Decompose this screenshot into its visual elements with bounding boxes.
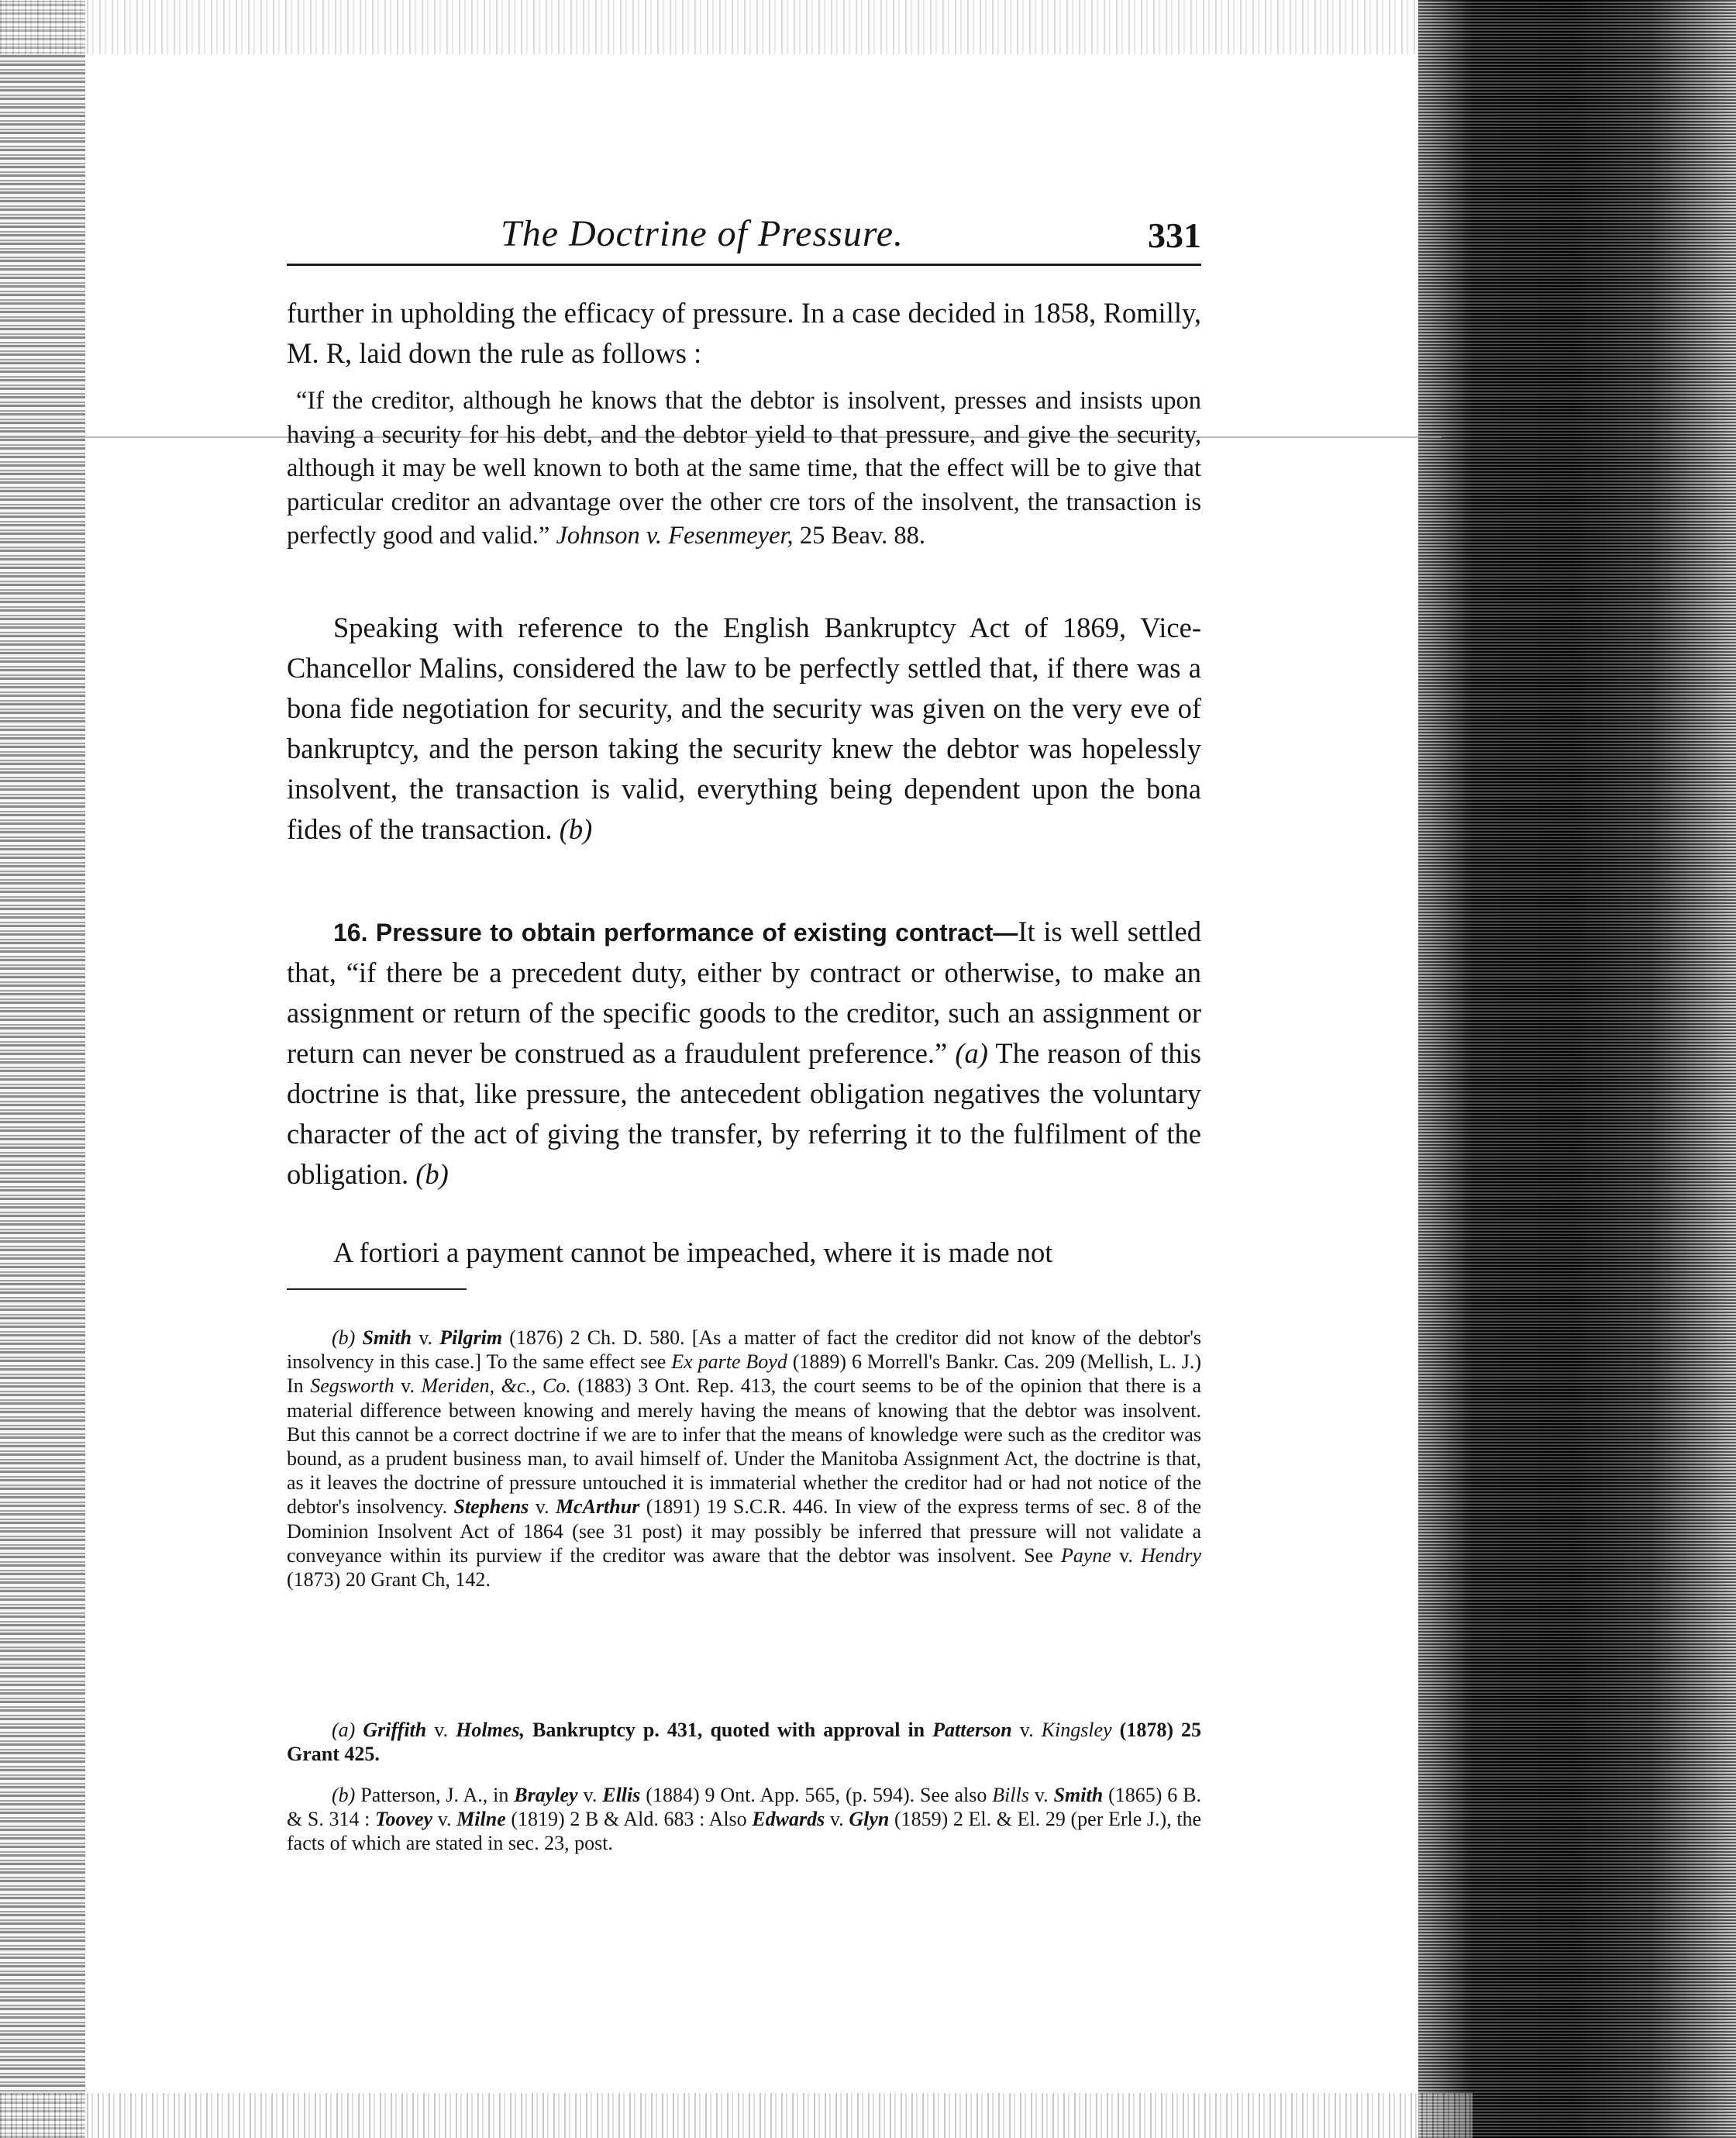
fn3-text-3: (1865) 6 B. & S. 314 :	[287, 1784, 1202, 1831]
fn3-text-4: (1819) 2 B & Ald. 683 : Also	[511, 1808, 747, 1831]
fn1-text-2: (1889) 6 Morrell's Bankr. Cas. 209 (Mellish, L. J.) In	[287, 1350, 1201, 1398]
footnote-2	[287, 1718, 1201, 1766]
fn3-case-milne: Milne	[456, 1808, 506, 1831]
fn3-v3: v.	[437, 1808, 452, 1831]
fn3-text-1: Patterson, J. A., in	[360, 1784, 509, 1806]
running-title: The Doctrine of Pressure.	[501, 213, 904, 254]
fn2-v2: v.	[1019, 1719, 1034, 1741]
scan-right-edge	[1418, 0, 1736, 2138]
paragraph-a-fortiori: A fortiori a payment cannot be impeached, where it is made not	[333, 1236, 1053, 1268]
fn3-text-2: (1884) 9 Ont. App. 565, (p. 594). See also	[646, 1784, 987, 1806]
quote-citation-case: Johnson v. Fesenmeyer,	[556, 522, 794, 550]
footnote-3	[287, 1783, 1201, 1856]
fn1-case-segsworth: Segsworth	[310, 1374, 394, 1398]
fn3-case-brayley: Brayley	[514, 1784, 578, 1806]
footnote-ref-b: (b)	[559, 813, 593, 845]
fn2-text-1: Bankruptcy p. 431, quoted with approval in	[532, 1719, 925, 1741]
fn3-case-edwards: Edwards	[752, 1808, 825, 1831]
fn1-case-boyd: Ex parte Boyd	[671, 1350, 787, 1374]
fn2-case-kingsley: Kingsley	[1041, 1719, 1112, 1741]
fn1-v2: v.	[401, 1374, 415, 1398]
fn1-text-4: (1891) 19 S.C.R. 446. In view of the express terms of sec. 8 of the Dominion Insolvent Act of 1864 (see 31 post) it may possibly be inferred that pressure will not validate a conveyance within its purview if the creditor was aware that the debtor was insolvent. See	[287, 1495, 1201, 1567]
fn2-case-patterson: Patterson	[932, 1719, 1012, 1741]
scan-top-edge	[0, 0, 1442, 54]
footnote-1	[287, 1326, 1201, 1591]
fn3-v4: v.	[829, 1808, 844, 1831]
fn3-case-toovey: Toovey	[374, 1808, 433, 1831]
block-quote	[287, 384, 1201, 553]
paragraph-malins-text: Speaking with reference to the English Bankruptcy Act of 1869, Vice-Chancellor Malins, considered the law to be perfectly settled that, if there was a bona fide negotiation for security, and the security was given on the very eve of bankruptcy, and the person taking the security knew the debtor was hopelessly insolvent, the transaction is valid, everything being dependent upon the bona fides of the transaction.	[287, 612, 1201, 845]
fn1-case-b: Pilgrim	[439, 1326, 503, 1349]
fn3-case-ellis: Ellis	[602, 1784, 641, 1806]
fn1-case-meriden: Meriden, &c., Co.	[421, 1374, 571, 1398]
fn1-case-mcarthur: McArthur	[555, 1495, 640, 1519]
quote-citation-ref: 25 Beav. 88.	[799, 522, 925, 550]
page-number: 331	[1148, 216, 1201, 255]
fn1-case-hendry: Hendry	[1141, 1543, 1201, 1567]
section-16-text-b: The reason of this doctrine is that, like pressure, the antecedent obligation negatives the voluntary character of the act of giving the transfer, by referring it to the fulfilment of the obligation.	[287, 1037, 1201, 1190]
scan-bottom-edge	[0, 2093, 1472, 2138]
fn2-marker: (a)	[332, 1719, 356, 1741]
fn1-marker: (b)	[332, 1326, 356, 1349]
section-16-heading: 16. Pressure to obtain performance of existing contract—	[333, 919, 1018, 947]
fn1-text-3: (1883) 3 Ont. Rep. 413, the court seems to be of the opinion that there is a material difference between knowing and merely having the means of knowing that the debtor was insolvent. But this cannot be a correct doctrine if we are to infer that the means of knowledge were such as the creditor was bound, as a prudent business man, to avail himself of. Under the Manitoba Assignment Act, the doctrine is that, as it leaves the doctrine of pressure untouched it is immaterial whether the creditor had or had not notice of the debtor's insolvency.	[287, 1374, 1202, 1519]
fn1-v: v.	[418, 1326, 433, 1349]
footnote-ref-a: (a)	[955, 1037, 988, 1069]
fn1-case-stephens: Stephens	[453, 1495, 529, 1519]
quote-text: “If the creditor, although he knows that the debtor is insolvent, presses and insists upon having a security for his debt, and the debtor yield to that pressure, and give the security, although it may be well known to both at the same time, that the effect will be to give that particular creditor an advantage over the other cre tors of the insolvent, the transaction is perfectly good and valid.”	[287, 387, 1201, 550]
fn2-v: v.	[434, 1719, 449, 1741]
fn1-v3: v.	[535, 1495, 549, 1519]
fn1-text-1: (1876) 2 Ch. D. 580. [As a matter of fact the creditor did not know of the debtor's insolvency in this case.] To the same effect see	[287, 1326, 1202, 1374]
fn3-v: v.	[583, 1784, 598, 1806]
fn1-case-a: Smith	[362, 1326, 412, 1349]
fn3-case-bills: Bills	[992, 1784, 1029, 1806]
fn3-marker: (b)	[332, 1784, 356, 1806]
section-16-text-a: It is well settled that, “if there be a precedent duty, either by contract or otherwise, to make an assignment or return of the specific goods to the creditor, such an assignment or return can never be construed as a fraudulent preference.”	[287, 916, 1201, 1069]
fn2-text-2: (1878) 25 Grant 425.	[287, 1719, 1202, 1766]
running-head	[287, 209, 1201, 266]
fn1-v4: v.	[1119, 1543, 1133, 1567]
fn3-case-glyn: Glyn	[849, 1808, 890, 1831]
fn3-text-5: (1859) 2 El. & El. 29 (per Erle J.), the facts of which are stated in sec. 23, post.	[287, 1808, 1202, 1855]
footnote-separator	[287, 1288, 467, 1290]
fn3-case-smith: Smith	[1053, 1784, 1104, 1806]
paragraph-malins	[287, 608, 1201, 850]
scan-left-edge	[0, 0, 85, 2138]
fn1-text-5: (1873) 20 Grant Ch, 142.	[287, 1568, 491, 1591]
footnote-ref-b2: (b)	[415, 1158, 449, 1190]
fn3-v2: v.	[1034, 1784, 1049, 1806]
paragraph-continued: further in upholding the efficacy of pressure. In a case decided in 1858, Romilly, M. R, laid down the rule as follows :	[287, 297, 1201, 369]
section-16	[287, 912, 1201, 1195]
fn2-case-holmes: Holmes,	[456, 1719, 525, 1741]
fn2-case-griffith: Griffith	[363, 1719, 427, 1741]
fn1-case-payne: Payne	[1060, 1543, 1111, 1567]
